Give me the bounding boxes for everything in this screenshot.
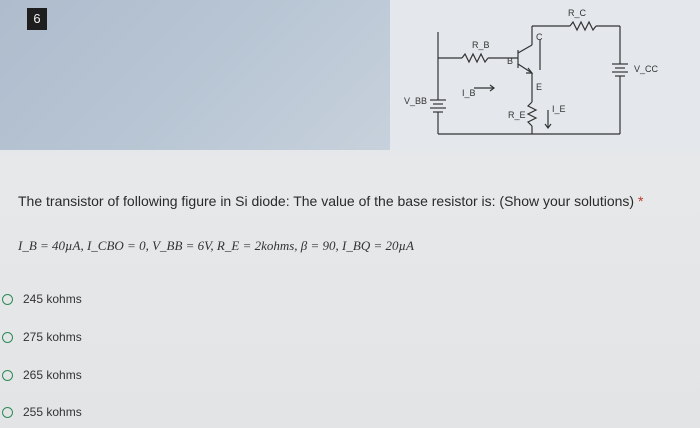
radio-button[interactable] [2, 407, 13, 418]
question-image [0, 0, 700, 150]
option-label: 275 kohms [23, 330, 82, 344]
circuit-figure [390, 0, 700, 150]
collector-label: C [536, 32, 543, 42]
question-prompt: The transistor of following figure in Si diode: The value of the base resistor is: (Show your solutions) [18, 193, 635, 209]
option-245-kohms[interactable] [2, 292, 82, 306]
question-number: 6 [27, 8, 47, 30]
option-label: 265 kohms [23, 368, 82, 382]
vbb-label: V_BB [404, 96, 428, 106]
radio-button[interactable] [2, 370, 13, 381]
circuit-diagram [390, 0, 700, 150]
option-label: 245 kohms [23, 292, 82, 306]
question-text [18, 192, 658, 210]
option-label: 255 kohms [23, 405, 82, 419]
option-265-kohms[interactable] [2, 368, 82, 382]
option-275-kohms[interactable] [2, 330, 82, 344]
radio-button[interactable] [2, 332, 13, 343]
required-mark: * [637, 193, 644, 209]
option-255-kohms[interactable] [2, 405, 82, 419]
radio-button[interactable] [2, 294, 13, 305]
rb-label: R_B [472, 40, 490, 50]
base-label: B [507, 56, 514, 66]
rc-label: R_C [568, 8, 587, 18]
image-background [0, 0, 390, 150]
re-label: R_E [508, 110, 526, 120]
ib-label: I_B [462, 88, 476, 98]
emitter-label: E [536, 82, 543, 92]
ie-label: I_E [552, 104, 566, 114]
vcc-label: V_CC [634, 64, 659, 74]
given-values: I_B = 40µA, I_CBO = 0, V_BB = 6V, R_E = 2kohms, β = 90, I_BQ = 20µA [18, 238, 414, 253]
